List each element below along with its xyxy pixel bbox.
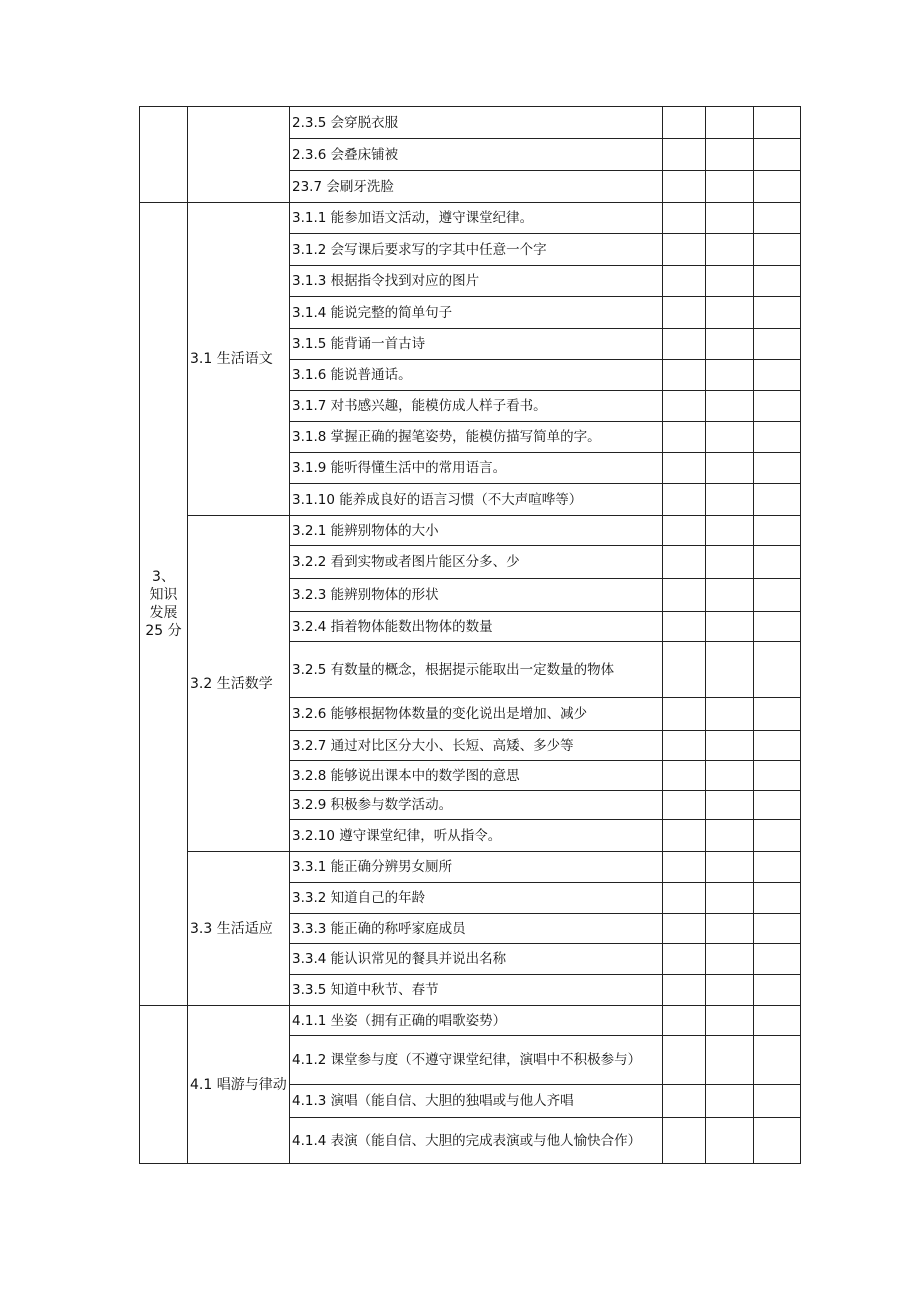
- item-3-3-4: 3.3.4 能认识常见的餐具并说出名称: [290, 944, 663, 975]
- score-cell: [706, 391, 754, 422]
- score-cell: [706, 761, 754, 791]
- score-cell: [663, 234, 706, 266]
- score-cell: [663, 516, 706, 546]
- item-2-3-7: 23.7 会刷牙洗脸: [290, 171, 663, 203]
- score-cell: [663, 1006, 706, 1036]
- score-cell: [754, 698, 801, 731]
- item-3-1-8: 3.1.8 掌握正确的握笔姿势，能模仿描写简单的字。: [290, 422, 663, 453]
- item-3-1-10: 3.1.10 能养成良好的语言习惯（不大声喧哗等）: [290, 484, 663, 516]
- score-cell: [754, 329, 801, 360]
- score-cell: [754, 234, 801, 266]
- category-line: 知识: [149, 587, 178, 603]
- table-row: [140, 203, 801, 234]
- score-cell: [754, 1085, 801, 1118]
- score-cell: [663, 360, 706, 391]
- score-cell: [754, 914, 801, 944]
- subcategory-life-language: 3.1 生活语文: [188, 203, 290, 516]
- score-cell: [663, 1118, 706, 1164]
- category-cell-continued: [140, 107, 188, 203]
- item-4-1-1: 4.1.1 坐姿（拥有正确的唱歌姿势）: [290, 1006, 663, 1036]
- score-cell: [706, 203, 754, 234]
- score-cell: [663, 642, 706, 698]
- score-cell: [706, 484, 754, 516]
- score-cell: [706, 698, 754, 731]
- category-knowledge-development: [140, 203, 188, 1006]
- score-cell: [663, 107, 706, 139]
- score-cell: [706, 297, 754, 329]
- score-cell: [706, 1118, 754, 1164]
- score-cell: [663, 1085, 706, 1118]
- table-row: [140, 1006, 801, 1036]
- item-3-2-5: 3.2.5 有数量的概念，根据提示能取出一定数量的物体: [290, 642, 663, 698]
- score-cell: [754, 297, 801, 329]
- score-cell: [663, 975, 706, 1006]
- score-cell: [663, 914, 706, 944]
- score-cell: [754, 975, 801, 1006]
- score-cell: [706, 360, 754, 391]
- subcategory-life-adaptation: 3.3 生活适应: [188, 852, 290, 1006]
- score-cell: [663, 1036, 706, 1085]
- score-cell: [706, 107, 754, 139]
- item-3-1-5: 3.1.5 能背诵一首古诗: [290, 329, 663, 360]
- item-3-3-3: 3.3.3 能正确的称呼家庭成员: [290, 914, 663, 944]
- score-cell: [754, 453, 801, 484]
- score-cell: [706, 579, 754, 612]
- category-line: 3、: [152, 569, 175, 585]
- score-cell: [706, 453, 754, 484]
- score-cell: [663, 883, 706, 914]
- score-cell: [663, 484, 706, 516]
- score-cell: [706, 234, 754, 266]
- score-cell: [754, 203, 801, 234]
- score-cell: [706, 1006, 754, 1036]
- item-3-1-2: 3.1.2 会写课后要求写的字其中任意一个字: [290, 234, 663, 266]
- score-cell: [706, 944, 754, 975]
- score-cell: [663, 203, 706, 234]
- score-cell: [754, 612, 801, 642]
- score-cell: [754, 266, 801, 297]
- score-cell: [706, 914, 754, 944]
- score-cell: [706, 852, 754, 883]
- item-3-1-6: 3.1.6 能说普通话。: [290, 360, 663, 391]
- score-cell: [754, 1036, 801, 1085]
- score-cell: [706, 642, 754, 698]
- category-line: 发展: [149, 605, 178, 621]
- item-3-1-7: 3.1.7 对书感兴趣，能模仿成人样子看书。: [290, 391, 663, 422]
- category-line: 25 分: [145, 623, 182, 639]
- score-cell: [663, 731, 706, 761]
- score-cell: [754, 546, 801, 579]
- item-3-1-4: 3.1.4 能说完整的简单句子: [290, 297, 663, 329]
- table-row: [140, 107, 801, 139]
- score-cell: [754, 484, 801, 516]
- score-cell: [706, 612, 754, 642]
- score-cell: [706, 171, 754, 203]
- score-cell: [663, 761, 706, 791]
- item-3-3-5: 3.3.5 知道中秋节、春节: [290, 975, 663, 1006]
- item-3-2-8: 3.2.8 能够说出课本中的数学图的意思: [290, 761, 663, 791]
- score-cell: [706, 139, 754, 171]
- score-cell: [663, 612, 706, 642]
- score-cell: [754, 516, 801, 546]
- score-cell: [663, 820, 706, 852]
- item-4-1-2: 4.1.2 课堂参与度（不遵守课堂纪律，演唱中不积极参与）: [290, 1036, 663, 1085]
- score-cell: [754, 391, 801, 422]
- evaluation-table: [139, 106, 801, 1164]
- score-cell: [754, 139, 801, 171]
- item-2-3-5: 2.3.5 会穿脱衣服: [290, 107, 663, 139]
- score-cell: [754, 107, 801, 139]
- score-cell: [663, 266, 706, 297]
- score-cell: [706, 820, 754, 852]
- subcategory-singing-rhythm: 4.1 唱游与律动: [188, 1006, 290, 1164]
- item-2-3-6: 2.3.6 会叠床铺被: [290, 139, 663, 171]
- item-4-1-3: 4.1.3 演唱（能自信、大胆的独唱或与他人齐唱: [290, 1085, 663, 1118]
- score-cell: [754, 642, 801, 698]
- score-cell: [663, 579, 706, 612]
- score-cell: [754, 944, 801, 975]
- score-cell: [754, 360, 801, 391]
- score-cell: [754, 579, 801, 612]
- score-cell: [754, 852, 801, 883]
- score-cell: [706, 731, 754, 761]
- score-cell: [754, 1006, 801, 1036]
- score-cell: [706, 266, 754, 297]
- score-cell: [663, 391, 706, 422]
- item-3-1-9: 3.1.9 能听得懂生活中的常用语言。: [290, 453, 663, 484]
- table-row: [140, 516, 801, 546]
- item-3-2-3: 3.2.3 能辨别物体的形状: [290, 579, 663, 612]
- score-cell: [754, 422, 801, 453]
- score-cell: [754, 820, 801, 852]
- score-cell: [663, 171, 706, 203]
- score-cell: [706, 422, 754, 453]
- score-cell: [663, 329, 706, 360]
- score-cell: [754, 731, 801, 761]
- score-cell: [706, 329, 754, 360]
- score-cell: [663, 852, 706, 883]
- score-cell: [706, 791, 754, 820]
- score-cell: [706, 1085, 754, 1118]
- score-cell: [663, 297, 706, 329]
- score-cell: [706, 516, 754, 546]
- item-3-2-6: 3.2.6 能够根据物体数量的变化说出是增加、减少: [290, 698, 663, 731]
- score-cell: [754, 791, 801, 820]
- item-3-2-7: 3.2.7 通过对比区分大小、长短、高矮、多少等: [290, 731, 663, 761]
- item-3-3-1: 3.3.1 能正确分辨男女厕所: [290, 852, 663, 883]
- score-cell: [706, 546, 754, 579]
- subcategory-life-math: 3.2 生活数学: [188, 516, 290, 852]
- item-3-2-2: 3.2.2 看到实物或者图片能区分多、少: [290, 546, 663, 579]
- score-cell: [706, 1036, 754, 1085]
- item-3-2-1: 3.2.1 能辨别物体的大小: [290, 516, 663, 546]
- subcategory-cell-continued: [188, 107, 290, 203]
- item-3-3-2: 3.3.2 知道自己的年龄: [290, 883, 663, 914]
- item-3-1-3: 3.1.3 根据指令找到对应的图片: [290, 266, 663, 297]
- score-cell: [663, 546, 706, 579]
- item-4-1-4: 4.1.4 表演（能自信、大胆的完成表演或与他人愉快合作）: [290, 1118, 663, 1164]
- score-cell: [663, 422, 706, 453]
- score-cell: [754, 1118, 801, 1164]
- score-cell: [754, 171, 801, 203]
- score-cell: [663, 453, 706, 484]
- score-cell: [706, 975, 754, 1006]
- item-3-2-10: 3.2.10 遵守课堂纪律，听从指令。: [290, 820, 663, 852]
- score-cell: [663, 791, 706, 820]
- score-cell: [663, 944, 706, 975]
- table-row: [140, 852, 801, 883]
- score-cell: [754, 883, 801, 914]
- category-cell-4: [140, 1006, 188, 1164]
- item-3-1-1: 3.1.1 能参加语文活动，遵守课堂纪律。: [290, 203, 663, 234]
- score-cell: [663, 698, 706, 731]
- score-cell: [706, 883, 754, 914]
- item-3-2-9: 3.2.9 积极参与数学活动。: [290, 791, 663, 820]
- score-cell: [754, 761, 801, 791]
- item-3-2-4: 3.2.4 指着物体能数出物体的数量: [290, 612, 663, 642]
- score-cell: [663, 139, 706, 171]
